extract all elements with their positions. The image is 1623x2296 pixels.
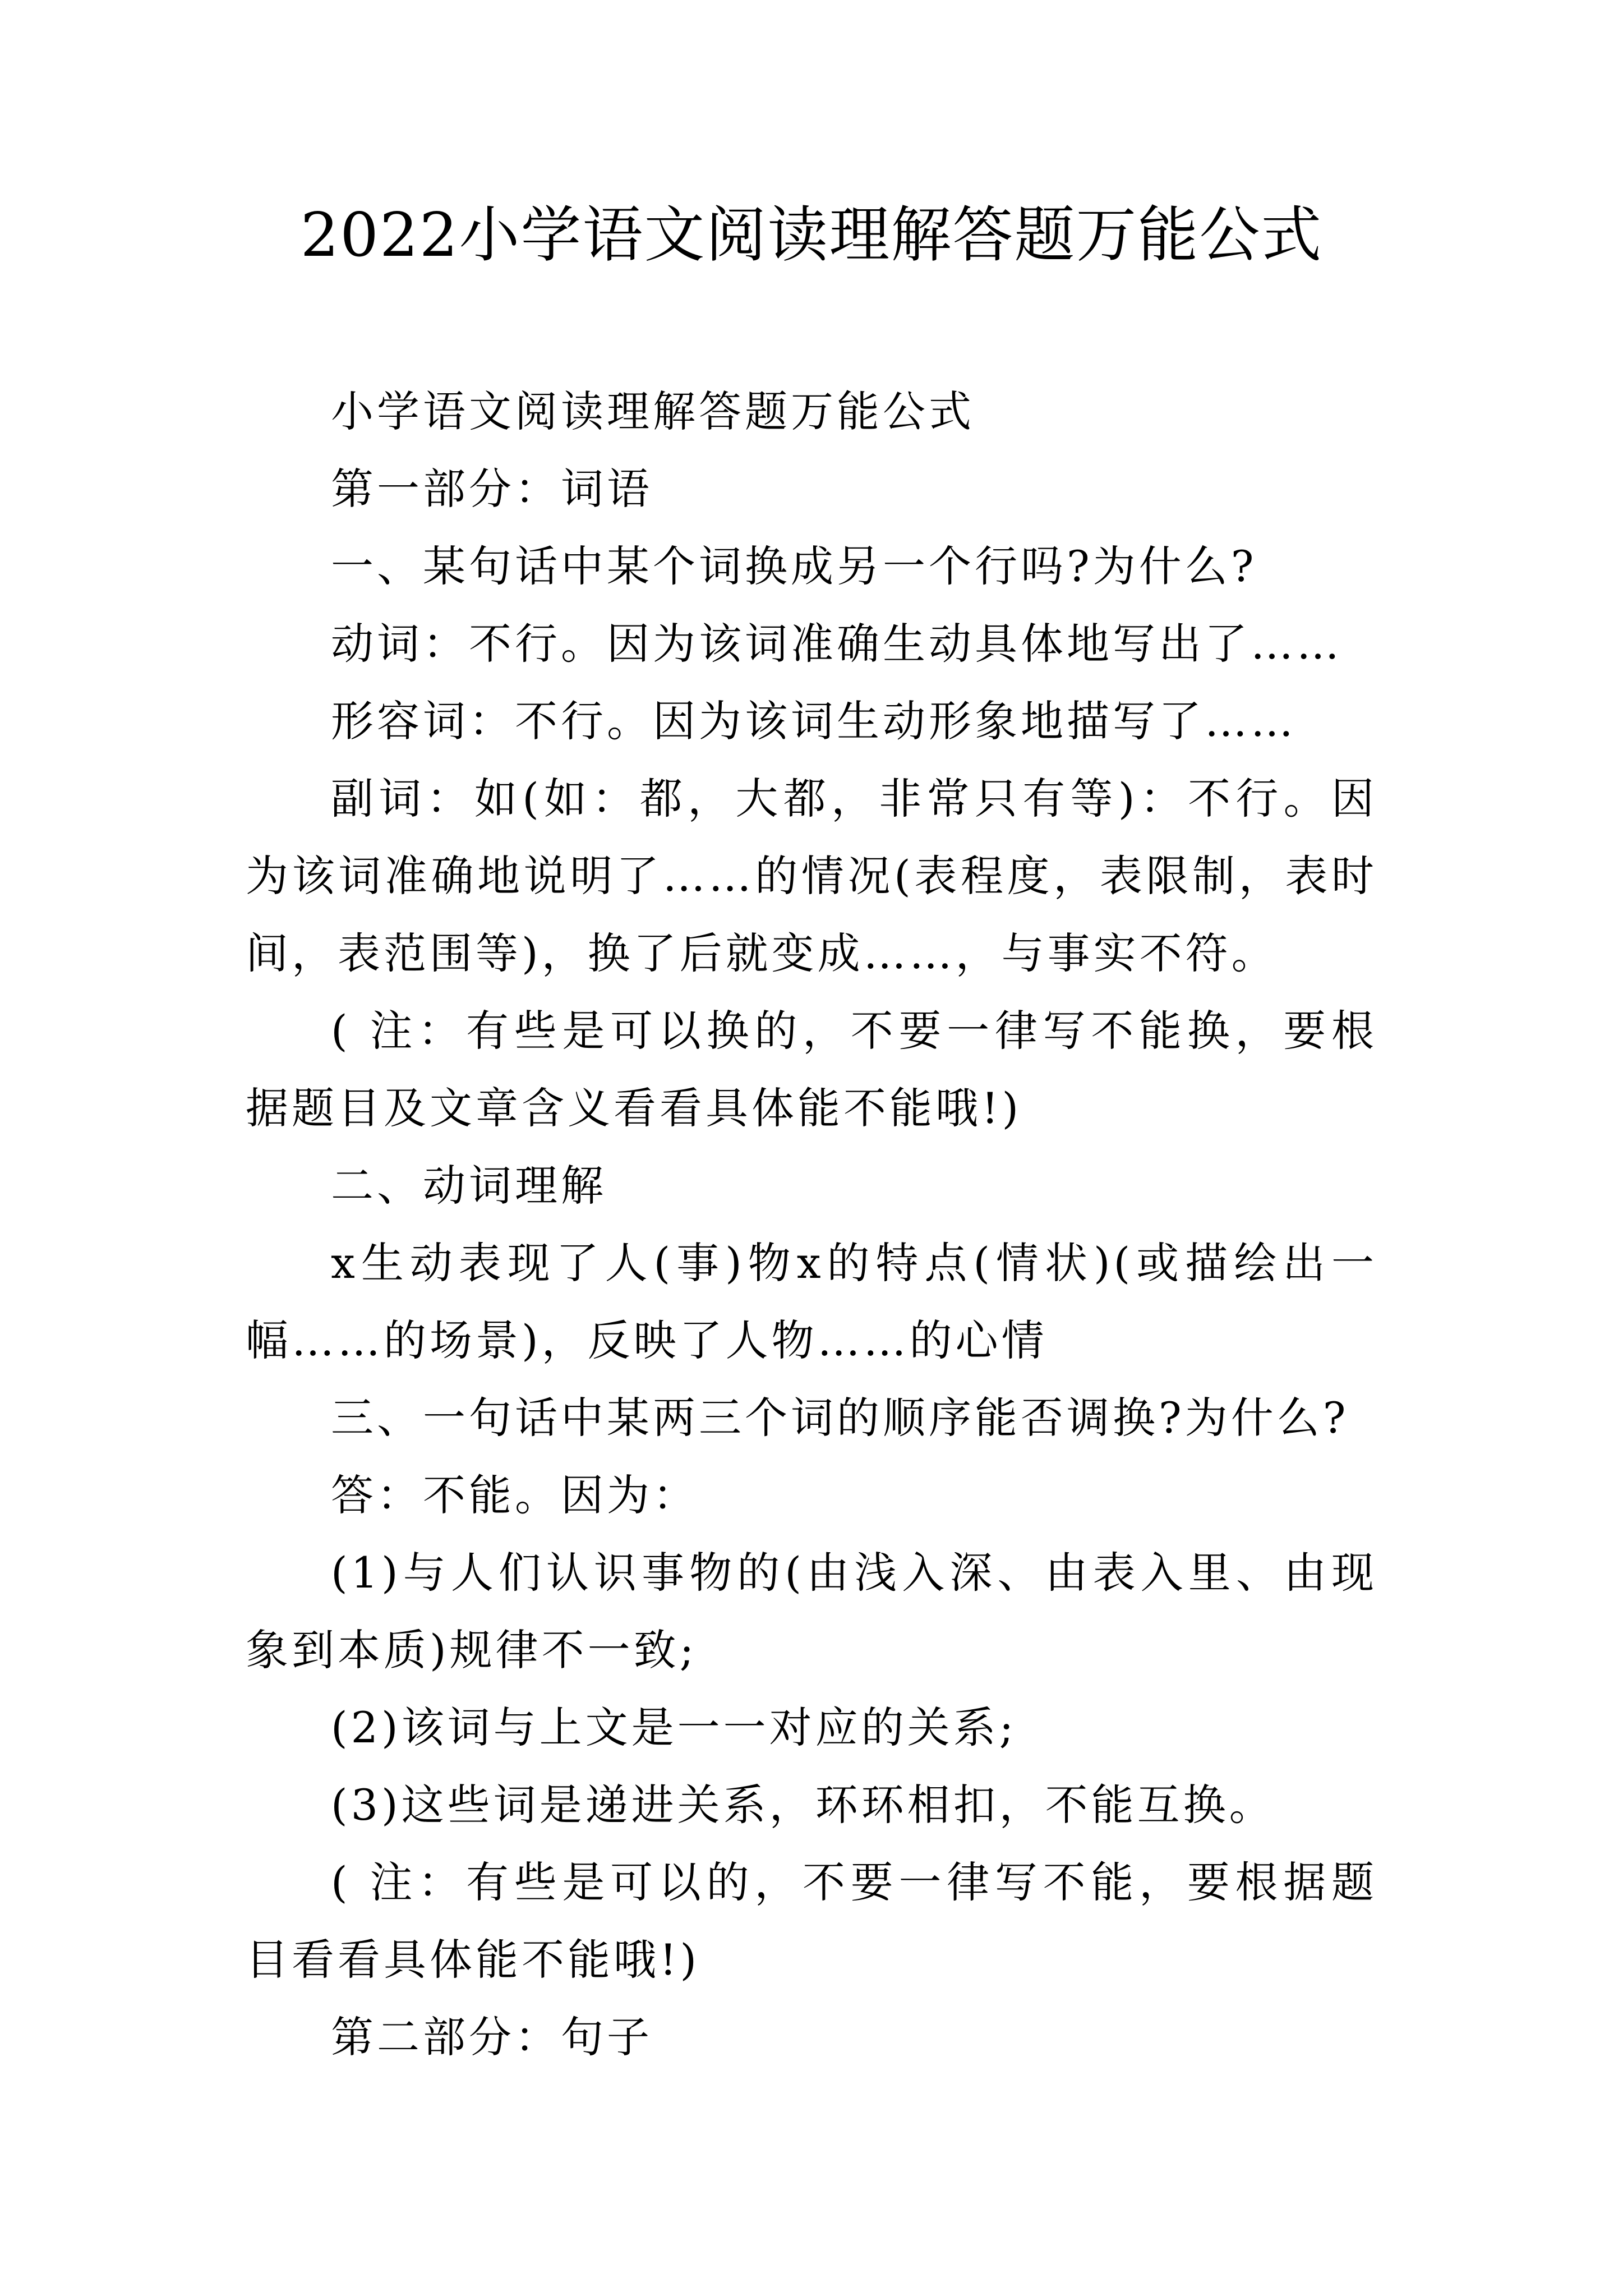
- note-paragraph-1: ( 注：有些是可以换的，不要一律写不能换，要根据题目及文章含义看看具体能不能哦!): [246, 1006, 1377, 1133]
- list-item-1: (1)与人们认识事物的(由浅入深、由表入里、由现象到本质)规律不一致;: [246, 1548, 1377, 1675]
- question-heading-3: 三、一句话中某两三个词的顺序能否调换?为什么?: [331, 1393, 1349, 1443]
- paragraph-answer: 答：不能。因为：: [331, 1470, 699, 1520]
- paragraph-verb: 动词：不行。因为该词准确生动具体地写出了……: [331, 619, 1343, 669]
- document-title: 2022小学语文阅读理解答题万能公式: [300, 200, 1323, 270]
- paragraph-verb-understanding: x生动表现了人(事)物x的特点(情状)(或描绘出一幅……的场景)，反映了人物……的心情: [246, 1238, 1377, 1365]
- section-heading-sentences: 第二部分：句子: [331, 2012, 653, 2062]
- paragraph-subtitle: 小学语文阅读理解答题万能公式: [331, 386, 975, 436]
- list-item-3: (3)这些词是递进关系，环环相扣，不能互换。: [331, 1780, 1275, 1830]
- paragraph-adverb: 副词：如(如：都，大都，非常只有等)：不行。因为该词准确地说明了……的情况(表程度，表限制，表时间，表范围等)，换了后就变成……，与事实不符。: [246, 774, 1377, 978]
- question-heading-2: 二、动词理解: [331, 1161, 607, 1211]
- document-body: [246, 373, 1377, 2076]
- section-heading-words: 第一部分：词语: [331, 464, 653, 514]
- question-heading-1: 一、某句话中某个词换成另一个行吗?为什么?: [331, 541, 1257, 591]
- paragraph-adjective: 形容词：不行。因为该词生动形象地描写了……: [331, 696, 1297, 746]
- list-item-2: (2)该词与上文是一一对应的关系;: [331, 1703, 1017, 1752]
- note-paragraph-2: ( 注：有些是可以的，不要一律写不能，要根据题目看看具体能不能哦!): [246, 1857, 1377, 1985]
